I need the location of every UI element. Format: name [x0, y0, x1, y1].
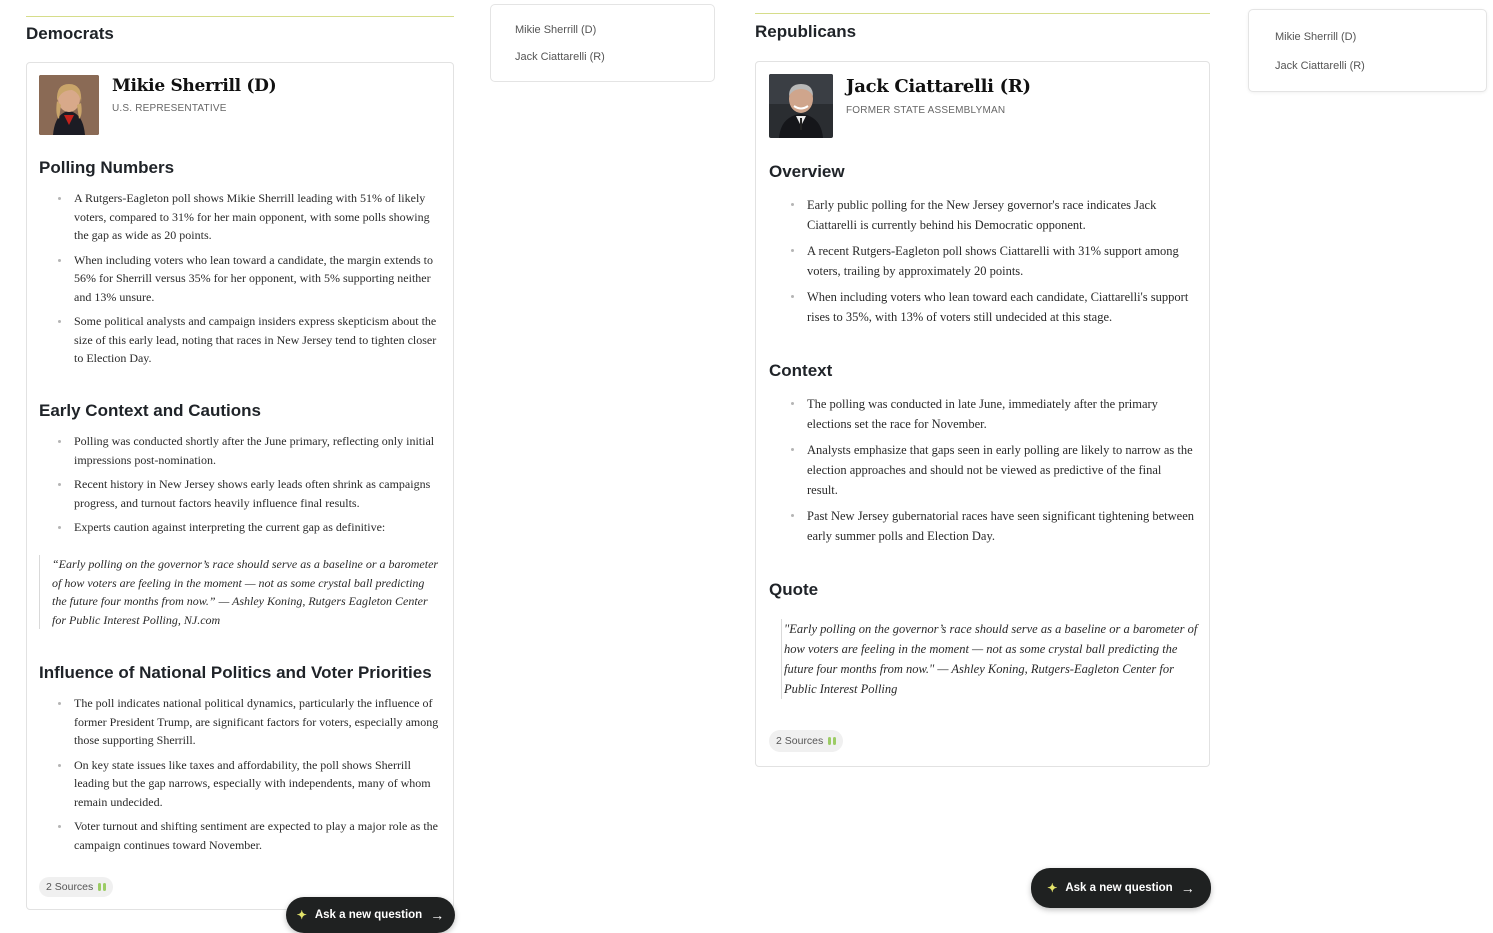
koning-quote: “Early polling on the governor’s race should serve as a baseline or a barometer of how voters are feeling in the moment — not as some crystal ball predicting the future four months from now.” — Ashley Koning, Rutgers Eagleton Center for Public Interest Polling, NJ.com — [39, 555, 441, 629]
nav-item-ciattarelli[interactable]: Jack Ciattarelli (R) — [515, 51, 605, 63]
list-item: Voter turnout and shifting sentiment are expected to play a major role as the campaign continues toward November. — [74, 817, 442, 854]
ask-button-label: Ask a new question — [314, 909, 423, 921]
list-item: A recent Rutgers-Eagleton poll shows Ciattarelli with 31% support among voters, trailing by approximately 20 points. — [807, 241, 1199, 281]
section-title-overview: Overview — [769, 162, 845, 181]
national-politics-list — [74, 694, 442, 854]
candidate-nav-panel — [1248, 9, 1487, 92]
republicans-candidate-card — [755, 61, 1210, 767]
candidate-role: U.S. REPRESENTATIVE — [112, 103, 227, 114]
sources-label: 2 Sources — [776, 735, 824, 747]
list-item: When including voters who lean toward a candidate, the margin extends to 56% for Sherrill versus 35% for her opponent, with 5% supporting neither and 13% unsure. — [74, 251, 440, 307]
candidate-photo-ciattarelli — [769, 74, 833, 138]
source-favicons-icon — [828, 737, 836, 745]
early-context-list — [74, 432, 440, 537]
candidate-nav-panel — [490, 4, 715, 82]
candidate-name: Jack Ciattarelli (R) — [846, 76, 1031, 97]
democrats-party-title: Democrats — [26, 24, 114, 43]
republicans-header-rule — [755, 13, 1210, 14]
section-title-national-politics: Influence of National Politics and Voter Priorities — [39, 663, 432, 682]
nav-item-ciattarelli[interactable]: Jack Ciattarelli (R) — [1275, 60, 1365, 72]
polling-numbers-list — [74, 189, 440, 368]
overview-list — [807, 195, 1199, 327]
arrow-right-icon: → — [430, 907, 445, 923]
section-title-context: Context — [769, 361, 833, 380]
list-item: When including voters who lean toward each candidate, Ciattarelli's support rises to 35%, with 13% of voters still undecided at this stage. — [807, 287, 1199, 327]
sources-button[interactable] — [769, 730, 843, 752]
list-item: Early public polling for the New Jersey governor's race indicates Jack Ciattarelli is currently behind his Democratic opponent. — [807, 195, 1199, 235]
list-item: Polling was conducted shortly after the June primary, reflecting only initial impressions post-nomination. — [74, 432, 440, 469]
list-item: Experts caution against interpreting the current gap as definitive: — [74, 518, 440, 537]
democrats-candidate-card — [26, 62, 454, 910]
list-item: The polling was conducted in late June, immediately after the primary elections set the race for November. — [807, 394, 1195, 434]
candidate-name: Mikie Sherrill (D) — [112, 76, 277, 96]
sparkle-icon: ✦ — [1047, 881, 1058, 895]
ask-button-label: Ask a new question — [1065, 882, 1173, 894]
list-item: Analysts emphasize that gaps seen in early polling are likely to narrow as the election approaches and should not be viewed as predictive of the final result. — [807, 440, 1195, 500]
list-item: A Rutgers-Eagleton poll shows Mikie Sherrill leading with 51% of likely voters, compared to 31% for her main opponent, with some polls showing the gap as wide as 20 points. — [74, 189, 440, 245]
section-title-quote: Quote — [769, 580, 819, 599]
nav-item-sherrill[interactable]: Mikie Sherrill (D) — [1275, 31, 1357, 43]
section-title-early-context: Early Context and Cautions — [39, 401, 261, 420]
nav-item-sherrill[interactable]: Mikie Sherrill (D) — [515, 24, 597, 36]
arrow-right-icon: → — [1180, 880, 1195, 896]
koning-quote: "Early polling on the governor’s race should serve as a baseline or a barometer of how voters are feeling in the moment — not as some crystal ball predicting the future four months from now." — Ashley Koning, Rutgers-Eagleton Center for Public Interest Polling — [781, 619, 1199, 699]
list-item: The poll indicates national political dynamics, particularly the influence of former President Trump, are significant factors for voters, especially among those supporting Sherrill. — [74, 694, 442, 750]
context-list — [807, 394, 1195, 546]
democrats-header-rule — [26, 16, 454, 17]
ask-new-question-button[interactable] — [286, 897, 455, 933]
source-favicons-icon — [98, 883, 106, 891]
list-item: Some political analysts and campaign insiders express skepticism about the size of this early lead, noting that races in New Jersey tend to tighten closer to Election Day. — [74, 312, 440, 368]
candidate-role: FORMER STATE ASSEMBLYMAN — [846, 105, 1006, 116]
ask-new-question-button[interactable] — [1031, 868, 1211, 908]
list-item: On key state issues like taxes and affordability, the poll shows Sherrill leading but the gap narrows, especially with independents, many of whom remain undecided. — [74, 756, 442, 812]
list-item: Past New Jersey gubernatorial races have seen significant tightening between early summer polls and Election Day. — [807, 506, 1195, 546]
republicans-party-title: Republicans — [755, 22, 857, 41]
list-item: Recent history in New Jersey shows early leads often shrink as campaigns progress, and turnout factors heavily influence final results. — [74, 475, 440, 512]
sources-label: 2 Sources — [46, 881, 94, 893]
sources-button[interactable] — [39, 877, 113, 897]
sparkle-icon: ✦ — [296, 908, 307, 922]
candidate-photo-sherrill — [39, 75, 99, 135]
section-title-polling-numbers: Polling Numbers — [39, 158, 175, 177]
